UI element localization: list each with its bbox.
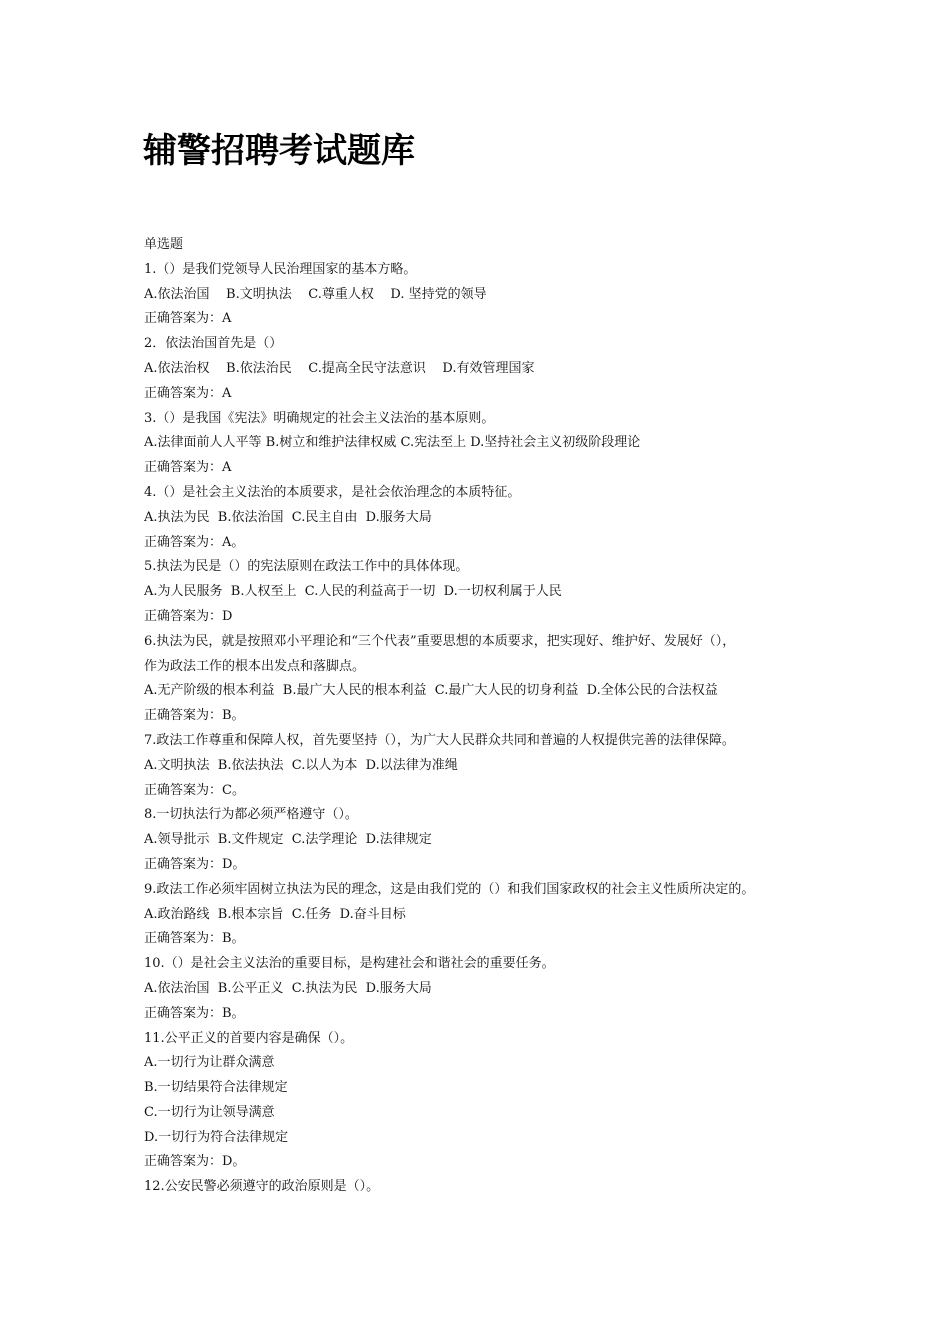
question-list — [144, 233, 834, 1200]
question-11-option-a: A.一切行为让群众满意 — [144, 1055, 275, 1071]
question-2-answer: 正确答案为：A — [144, 385, 232, 401]
document-title: 辅警招聘考试题库 — [143, 131, 415, 171]
question-12-stem: 12.公安民警必须遵守的政治原则是（）。 — [144, 1179, 380, 1195]
question-7-options: A.文明执法 B.依法执法 C.以人为本 D.以法律为准绳 — [144, 757, 458, 773]
question-8-stem: 8.一切执法行为都必须严格遵守（）。 — [144, 807, 358, 823]
question-5-stem: 5.执法为民是（）的宪法原则在政法工作中的具体体现。 — [144, 559, 469, 575]
question-11-option-c: C.一切行为让领导满意 — [144, 1104, 275, 1120]
question-3-options: A.法律面前人人平等 B.树立和维护法律权威 C.宪法至上 D.坚持社会主义初级阶段理论 — [144, 435, 641, 451]
question-4-answer: 正确答案为：A。 — [144, 534, 245, 550]
question-6-options: A.无产阶级的根本利益 B.最广大人民的根本利益 C.最广大人民的切身利益 D.全体公民的合法权益 — [144, 683, 718, 699]
question-8-options: A.领导批示 B.文件规定 C.法学理论 D.法律规定 — [144, 832, 432, 848]
question-10-stem: 10.（）是社会主义法治的重要目标，是构建社会和谐社会的重要任务。 — [144, 956, 555, 972]
question-2-options: A.依法治权 B.依法治民 C.提高全民守法意识 D.有效管理国家 — [144, 360, 535, 376]
question-9-stem: 9.政法工作必须牢固树立执法为民的理念，这是由我们党的（）和我们国家政权的社会主义性质所决定的。 — [144, 881, 755, 897]
question-2-stem: 2．依法治国首先是（） — [144, 336, 283, 352]
question-10-options: A.依法治国 B.公平正义 C.执法为民 D.服务大局 — [144, 980, 432, 996]
question-1-stem: 1.（）是我们党领导人民治理国家的基本方略。 — [144, 261, 417, 277]
question-10-answer: 正确答案为：B。 — [144, 1005, 245, 1021]
question-4-stem: 4.（）是社会主义法治的本质要求，是社会依治理念的本质特征。 — [144, 484, 521, 500]
question-6-answer: 正确答案为：B。 — [144, 708, 245, 724]
question-1-options: A.依法治国 B.文明执法 C.尊重人权 D. 坚持党的领导 — [144, 286, 487, 302]
question-7-stem: 7.政法工作尊重和保障人权，首先要坚持（），为广大人民群众共同和普遍的人权提供完善的法律保障。 — [144, 732, 735, 748]
question-11-option-d: D.一切行为符合法律规定 — [144, 1129, 289, 1145]
section-label: 单选题 — [144, 237, 184, 252]
question-7-answer: 正确答案为：C。 — [144, 782, 245, 798]
question-3-answer: 正确答案为：A — [144, 460, 232, 476]
question-8-answer: 正确答案为：D。 — [144, 856, 246, 872]
question-6-stem-line-1: 6.执法为民，就是按照邓小平理论和“三个代表”重要思想的本质要求，把实现好、维护好、发展好（）， — [144, 633, 736, 649]
question-3-stem: 3.（）是我国《宪法》明确规定的社会主义法治的基本原则。 — [144, 410, 495, 426]
question-9-answer: 正确答案为：B。 — [144, 931, 245, 947]
question-11-answer: 正确答案为：D。 — [144, 1154, 246, 1170]
question-11-stem: 11.公平正义的首要内容是确保（）。 — [144, 1030, 354, 1046]
question-6-stem-line-2: 作为政法工作的根本出发点和落脚点。 — [144, 658, 366, 674]
question-9-options: A.政治路线 B.根本宗旨 C.任务 D.奋斗目标 — [144, 906, 406, 922]
question-4-options: A.执法为民 B.依法治国 C.民主自由 D.服务大局 — [144, 509, 432, 525]
question-11-option-b: B.一切结果符合法律规定 — [144, 1080, 288, 1096]
question-5-options: A.为人民服务 B.人权至上 C.人民的利益高于一切 D.一切权利属于人民 — [144, 584, 562, 600]
question-5-answer: 正确答案为：D — [144, 608, 233, 624]
question-1-answer: 正确答案为：A — [144, 311, 232, 327]
